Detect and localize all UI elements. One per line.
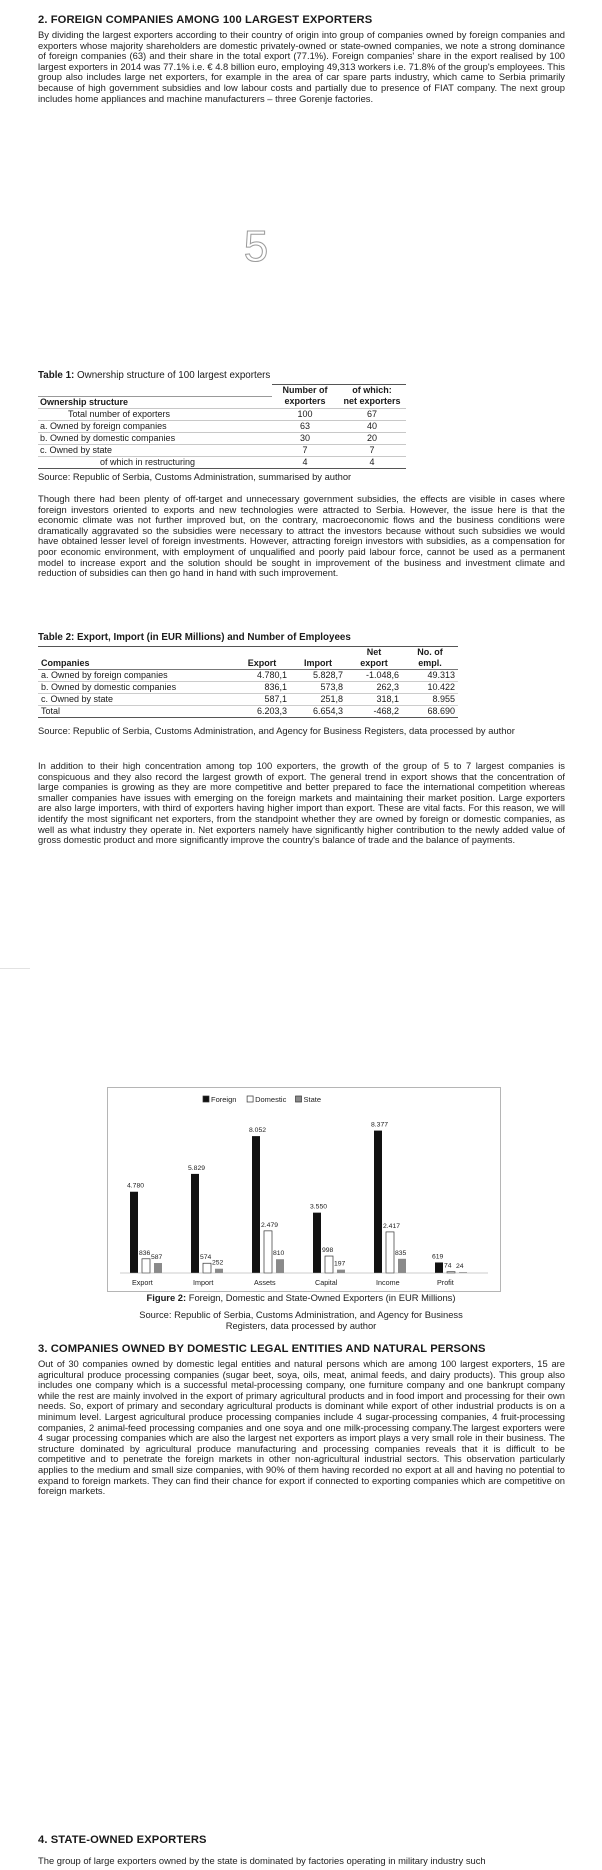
table-1-header-bottom [38,396,406,408]
table-2-header-bottom [38,658,458,670]
bar-domestic-import [203,1263,211,1273]
data-label-state-export: 587 [151,1254,163,1262]
table-2-row-import: 251,8 [290,694,346,706]
data-label-domestic-capital: 998 [322,1247,334,1255]
table-1-row-label: a. Owned by foreign companies [38,420,272,432]
table-2 [38,646,458,718]
figure-2-chart [107,1087,501,1292]
table-2-row-export: 6.203,3 [234,706,290,718]
bar-foreign-profit [435,1262,443,1273]
table-1-row-net: 40 [338,420,406,432]
bar-state-income [398,1259,406,1273]
table-2-header-top [38,647,458,659]
table-2-row-net: -1.048,6 [346,670,402,682]
legend-swatch-domestic [247,1096,253,1102]
bar-domestic-capital [325,1256,333,1273]
table-2-header-no-of: No. of [402,647,458,659]
table-2-row-export: 587,1 [234,694,290,706]
x-tick-label-assets: Assets [254,1278,276,1287]
table-2-header-net-export: export [346,658,402,670]
bar-foreign-assets [252,1136,260,1273]
x-tick-label-profit: Profit [437,1278,454,1287]
bar-foreign-import [191,1174,199,1273]
table-1-row-exporters: 30 [272,432,338,444]
figure-2-caption-text: Foreign, Domestic and State-Owned Exporters (in EUR Millions) [186,1292,456,1303]
x-tick-label-export: Export [132,1278,153,1287]
data-label-state-profit: 24 [456,1263,464,1271]
data-label-state-import: 252 [212,1259,224,1267]
table-1-row-exporters: 63 [272,420,338,432]
table-2-caption: Table 2: Export, Import (in EUR Millions) and Number of Employees [38,632,351,643]
section-3-heading: 3. COMPANIES OWNED BY DOMESTIC LEGAL ENTITIES AND NATURAL PERSONS [38,1343,486,1355]
bar-domestic-export [142,1259,150,1273]
table-2-row-net: 262,3 [346,682,402,694]
section-3-paragraph: Out of 30 companies owned by domestic legal entities and natural persons which are among 100 largest exporters, 15 are agricultural produce processing companies (sugar beet, soya, oils, meat, animal feeds, and dairy products). This group also includes one company which is a successful metal-processing company, one furniture company and one bankrupt company while the rest are mainly involved in the export of primary agricultural products and in food import and processing for their own needs. So, export of primary and secondary agricultural products is dominant while export of other industrial products is on a minimum level. Largest agricultural produce processing companies include 4 sugar-processing companies, 4 fruit-processing companies, 2 animal-feed processing companies and one soya and one milk-processing company.The largest exporters were 4 sugar processing companies which are also the largest net exporters as import plays a very small role in their business. The structure dominated by agricultural produce manufacturing and processing companies reveals that it is difficult to be competitive and to penetrate the foreign markets in other non-agricultural industrial sectors. This observation particularly applies to the medium and small size companies, with 90% of them having recorded no export at all and having no potential to expand to foreign markets. They can find their chance for export if connected to exporting companies which are competitive on foreign markets. [38,1358,565,1497]
table-2-row-empl: 8.955 [402,694,458,706]
table-2-row-empl: 68.690 [402,706,458,718]
table-1-caption-label: Table 1: [38,370,75,381]
legend-label-foreign: Foreign [211,1095,237,1104]
bar-state-assets [276,1259,284,1273]
data-label-state-income: 835 [395,1249,407,1257]
table-2-row-export: 836,1 [234,682,290,694]
table-2-source: Source: Republic of Serbia, Customs Administration, and Agency for Business Registers, data processed by author [38,725,515,736]
table-1-row-exporters: 100 [272,408,338,420]
table-row [38,444,406,456]
concentration-paragraph: In addition to their high concentration among top 100 exporters, the growth of the group of 5 to 7 largest companies is conspicuous and they also record the largest growth of export. The general trend in export shows that the concentration of large companies is growing as they are more competitive and better prepared to face the international competition whereas smaller companies have issues with emerging on the foreign markets and maintaining their market position. Large exporters are also large importers, with third of exporters having higher import than export. These are vital facts. For this reason, we will identify the most significant net exporters, from the standpoint whether they are owned by foreign or domestic companies, as well as what industry they operate in. Net exporters namely have significantly higher contribution to the newly added value of gross domestic product and more significantly improve the country's balance of trade and the balance of payments. [38,760,565,846]
bar-foreign-capital [313,1213,321,1273]
section-2-paragraph: By dividing the largest exporters according to their country of origin into group of companies owned by foreign companies and exporters whose majority shareholders are domestic privately-owned or state-owned companies, we note a strong dominance of foreign companies (63) and their share in the total export (77.1%). Foreign companies' share in the export realised by 100 largest exporters in 2014 was 77.1% i.e. € 4.8 billion euro, employing 49,313 workers i.e. 71.8% of the group's employees. This group also includes large net exporters, for example in the area of car spare parts industry, which came to Serbia primarily because of high government subsidies and low labour costs and partially due to presence of FIAT company. The next group includes home appliances and machine manufacturers – three Gorenje factories. [38,29,565,104]
bar-state-capital [337,1270,345,1273]
data-label-foreign-import: 5.829 [188,1164,206,1172]
table-1-row-net: 67 [338,408,406,420]
legend-label-domestic: Domestic [255,1095,287,1104]
data-label-domestic-income: 2.417 [383,1222,401,1230]
table-row [38,694,458,706]
section-4-heading: 4. STATE-OWNED EXPORTERS [38,1834,207,1846]
table-1-row-net: 7 [338,444,406,456]
data-label-state-assets: 810 [273,1250,285,1258]
table-row [38,432,406,444]
table-2-header-import: Import [290,658,346,670]
table-1-row-net: 20 [338,432,406,444]
x-tick-label-income: Income [376,1278,400,1287]
table-1-header-of-which: of which: [338,385,406,397]
data-label-foreign-assets: 8.052 [249,1127,267,1135]
table-row [38,706,458,718]
table-1-caption-text: Ownership structure of 100 largest exporters [74,370,271,381]
table-2-row-label: Total [38,706,234,718]
table-1-header-top [38,385,406,397]
section-2-heading: 2. FOREIGN COMPANIES AMONG 100 LARGEST EXPORTERS [38,14,373,26]
figure-2-caption-label: Figure 2: [146,1292,187,1303]
table-2-header-net: Net [346,647,402,659]
legend-label-state: State [303,1095,322,1104]
table-2-row-import: 573,8 [290,682,346,694]
bar-state-import [215,1269,223,1273]
bar-state-export [154,1263,162,1273]
table-2-row-label: a. Owned by foreign companies [38,670,234,682]
table-1-row-label: b. Owned by domestic companies [38,432,272,444]
table-2-row-net: 318,1 [346,694,402,706]
data-label-state-capital: 197 [334,1260,346,1268]
table-1-header-ownership: Ownership structure [38,396,272,408]
page-number: 5 [243,222,269,271]
divider [0,968,30,969]
table-1-caption [38,370,270,381]
table-2-header-companies: Companies [38,658,234,670]
table-2-row-label: c. Owned by state [38,694,234,706]
table-1-header-net-exporters: net exporters [343,396,401,407]
section-4-paragraph: The group of large exporters owned by the state is dominated by factories operating in military industry such [38,1855,486,1866]
subsidies-paragraph: Though there had been plenty of off-target and unnecessary government subsidies, the effects are visible in cases where foreign investors oriented to exports and new technologies were attracted to Serbia. However, the issue here is that the economic climate was not further improved but, on the contrary, macroeconomic flows and the business conditions were dramatically aggravated so the subsidies were necessary to attract the investors because without such subsidies we would have obtained lesser level of foreign investments. However, attracting foreign investors with subsidies, as a compensation for poor economic environment, with employment of unqualified and poorly paid labour force, cannot be used as a permanent model to increase export and the solution should be sought in improvement of the business and investment climate and reduction of subsidies can then go hand in hand with such improvement. [38,493,565,579]
table-1-row-exporters: 7 [272,444,338,456]
table-row [38,420,406,432]
bar-foreign-income [374,1131,382,1273]
table-1-row-exporters: 4 [272,456,338,468]
data-label-domestic-assets: 2.479 [261,1221,279,1229]
table-2-row-net: -468,2 [346,706,402,718]
table-1 [38,384,406,469]
x-tick-label-capital: Capital [315,1278,338,1287]
table-row [38,456,406,468]
data-label-foreign-profit: 619 [432,1253,444,1261]
table-1-row-label: of which in restructuring [38,456,272,468]
x-tick-label-import: Import [193,1278,214,1287]
table-1-header-exporters: exporters [284,396,326,407]
table-row [38,408,406,420]
table-1-header-number-of: Number of [272,385,338,397]
bar-foreign-export [130,1192,138,1273]
table-2-row-empl: 49.313 [402,670,458,682]
figure-2-source: Source: Republic of Serbia, Customs Administration, and Agency for Business Registers, data processed by author [139,1309,463,1331]
chart-canvas [108,1088,500,1291]
table-1-source: Source: Republic of Serbia, Customs Administration, summarised by author [38,471,352,482]
bar-domestic-income [386,1232,394,1273]
data-label-domestic-profit: 74 [444,1262,452,1270]
table-row [38,682,458,694]
figure-2-caption [0,1292,602,1303]
table-row [38,670,458,682]
bar-domestic-assets [264,1231,272,1273]
data-label-foreign-capital: 3.550 [310,1203,328,1211]
data-label-foreign-income: 8.377 [371,1121,389,1129]
data-label-foreign-export: 4.780 [127,1182,145,1190]
table-1-row-label: Total number of exporters [38,408,272,420]
table-2-header-export: Export [234,658,290,670]
table-2-row-export: 4.780,1 [234,670,290,682]
table-2-header-empl: empl. [402,658,458,670]
table-2-row-label: b. Owned by domestic companies [38,682,234,694]
legend-swatch-state [296,1096,302,1102]
table-1-row-net: 4 [338,456,406,468]
data-label-domestic-import: 574 [200,1254,212,1262]
table-2-row-import: 6.654,3 [290,706,346,718]
table-2-row-empl: 10.422 [402,682,458,694]
data-label-domestic-export: 836 [139,1249,151,1257]
legend-swatch-foreign [203,1096,209,1102]
table-2-row-import: 5.828,7 [290,670,346,682]
table-1-row-label: c. Owned by state [38,444,272,456]
